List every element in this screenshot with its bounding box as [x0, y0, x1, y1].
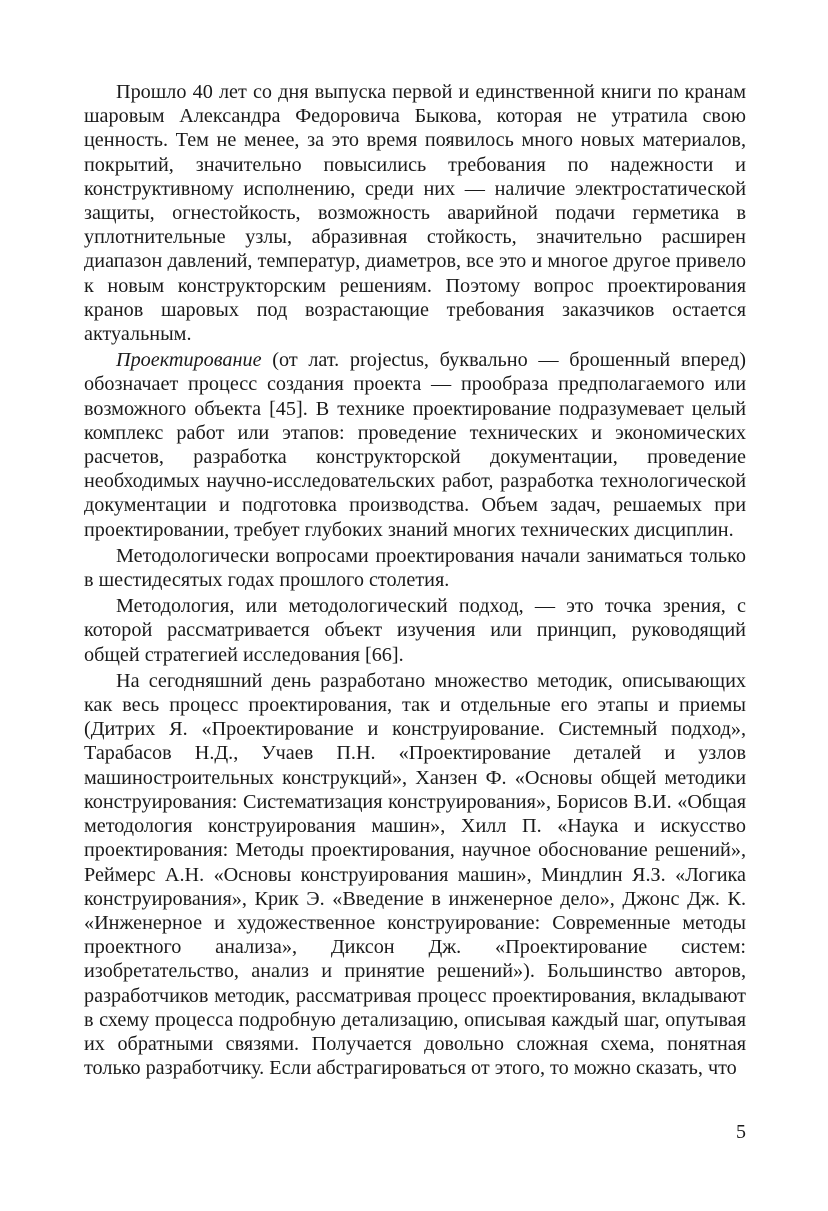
- page-number: 5: [736, 1121, 746, 1143]
- paragraph-2-text: (от лат. projectus, буквально — брошенный вперед) обозначает процесс создания проекта — прообраза предполагаемого или возможного объекта [45]. В технике проектирование подразумевает целый комплекс работ или этапов: проведение технических и экономических расчетов, разработка конструкторской документации, проведение необходимых научно-исследовательских работ, разработка технологической документации и подготовка производства. Объем задач, решаемых при проектировании, требует глубоких знаний многих технических дисциплин.: [84, 349, 746, 541]
- body-text: [84, 80, 746, 1082]
- paragraph-1: Прошло 40 лет со дня выпуска первой и единственной книги по кранам шаровым Александра Федоровича Быкова, которая не утратила свою ценность. Тем не менее, за это время появилось много новых материалов, покрытий, значительно повысились требования по надежности и конструктивному исполнению, среди них — наличие электростатической защиты, огнестойкость, возможность аварийной подачи герметика в уплотнительные узлы, абразивная стойкость, значительно расширен диапазон давлений, температур, диаметров, все это и многое другое привело к новым конструкторским решениям. Поэтому вопрос проектирования кранов шаровых под возрастающие требования заказчиков остается актуальным.: [84, 81, 746, 346]
- paragraph-2: [84, 348, 746, 542]
- paragraph-3: Методологически вопросами проектирования начали заниматься только в шестидесятых годах прошлого столетия.: [84, 544, 746, 592]
- paragraph-4: Методология, или методологический подход, — это точка зрения, с которой рассматривается объект изучения или принцип, руководящий общей стратегией исследования [66].: [84, 595, 746, 666]
- italic-term: Проектирование: [116, 349, 262, 372]
- paragraph-5: На сегодняшний день разработано множество методик, описывающих как весь процесс проектирования, так и отдельные его этапы и приемы (Дитрих Я. «Проектирование и конструирование. Системный подход», Тарабасов Н.Д., Учаев П.Н. «Проектирование деталей и узлов машиностроительных конструкций», Ханзен Ф. «Основы общей методики конструирования: Систематизация конструирования», Борисов В.И. «Общая методология конструирования машин», Хилл П. «Наука и искусство проектирования: Методы проектирования, научное обоснование решений», Реймерс А.Н. «Основы конструирования машин», Миндлин Я.З. «Логика конструирования», Крик Э. «Введение в инженерное дело», Джонс Дж. К. «Инженерное и художественное конструирование: Современные методы проектного анализа», Диксон Дж. «Проектирование систем: изобретательство, анализ и принятие решений»). Большинство авторов, разработчиков методик, рассматривая процесс проектирования, вкладывают в схему процесса подробную детализацию, описывая каждый шаг, опутывая их обратными связями. Получается довольно сложная схема, понятная только разработчику. Если абстрагироваться от этого, то можно сказать, что: [84, 669, 746, 1080]
